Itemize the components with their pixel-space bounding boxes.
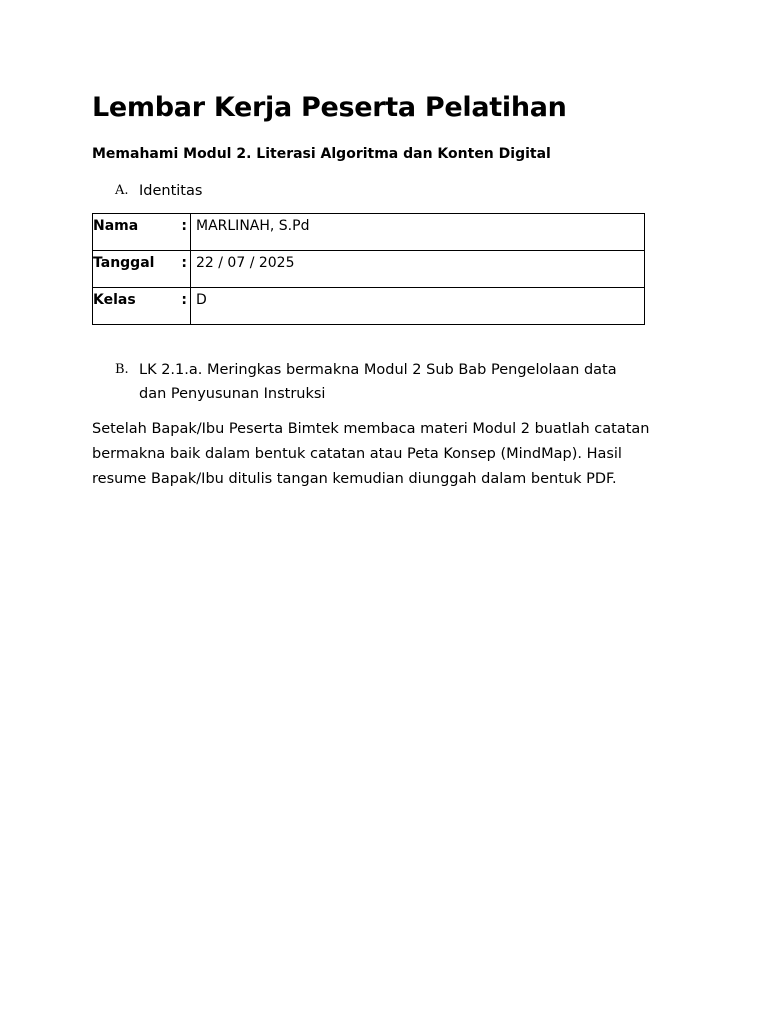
row-value: MARLINAH, S.Pd: [196, 218, 310, 234]
label-cell-nama: [93, 214, 191, 251]
section-a-letter: A.: [115, 183, 129, 198]
table-row: [93, 288, 645, 325]
section-b-heading: LK 2.1.a. Meringkas bermakna Modul 2 Sub Bab Pengelolaan data dan Penyusunan Instruksi: [139, 362, 617, 402]
row-colon: :: [181, 255, 187, 271]
label-cell-tanggal: [93, 251, 191, 288]
row-colon: :: [181, 292, 187, 308]
value-cell-tanggal: [191, 251, 645, 288]
identity-table: [92, 213, 645, 325]
instruction-paragraph: Setelah Bapak/Ibu Peserta Bimtek membaca materi Modul 2 buatlah catatan bermakna baik dalam bentuk catatan atau Peta Konsep (MindMap). Hasil resume Bapak/Ibu ditulis tangan kemudian diunggah dalam bentuk PDF.: [92, 421, 650, 487]
table-row: [93, 251, 645, 288]
table-row: [93, 214, 645, 251]
section-b-letter: B.: [115, 362, 129, 377]
row-label: Tanggal: [93, 255, 155, 271]
page-title: Lembar Kerja Peserta Pelatihan: [92, 92, 567, 123]
section-b: [115, 358, 635, 406]
row-label: Kelas: [93, 292, 136, 308]
row-value: D: [196, 292, 207, 308]
value-cell-kelas: [191, 288, 645, 325]
module-subtitle: Memahami Modul 2. Literasi Algoritma dan Konten Digital: [92, 146, 551, 162]
label-cell-kelas: [93, 288, 191, 325]
section-a-heading: Identitas: [139, 183, 203, 199]
section-a: [115, 179, 675, 203]
value-cell-nama: [191, 214, 645, 251]
row-value: 22 / 07 / 2025: [196, 255, 295, 271]
row-colon: :: [181, 218, 187, 234]
row-label: Nama: [93, 218, 139, 234]
